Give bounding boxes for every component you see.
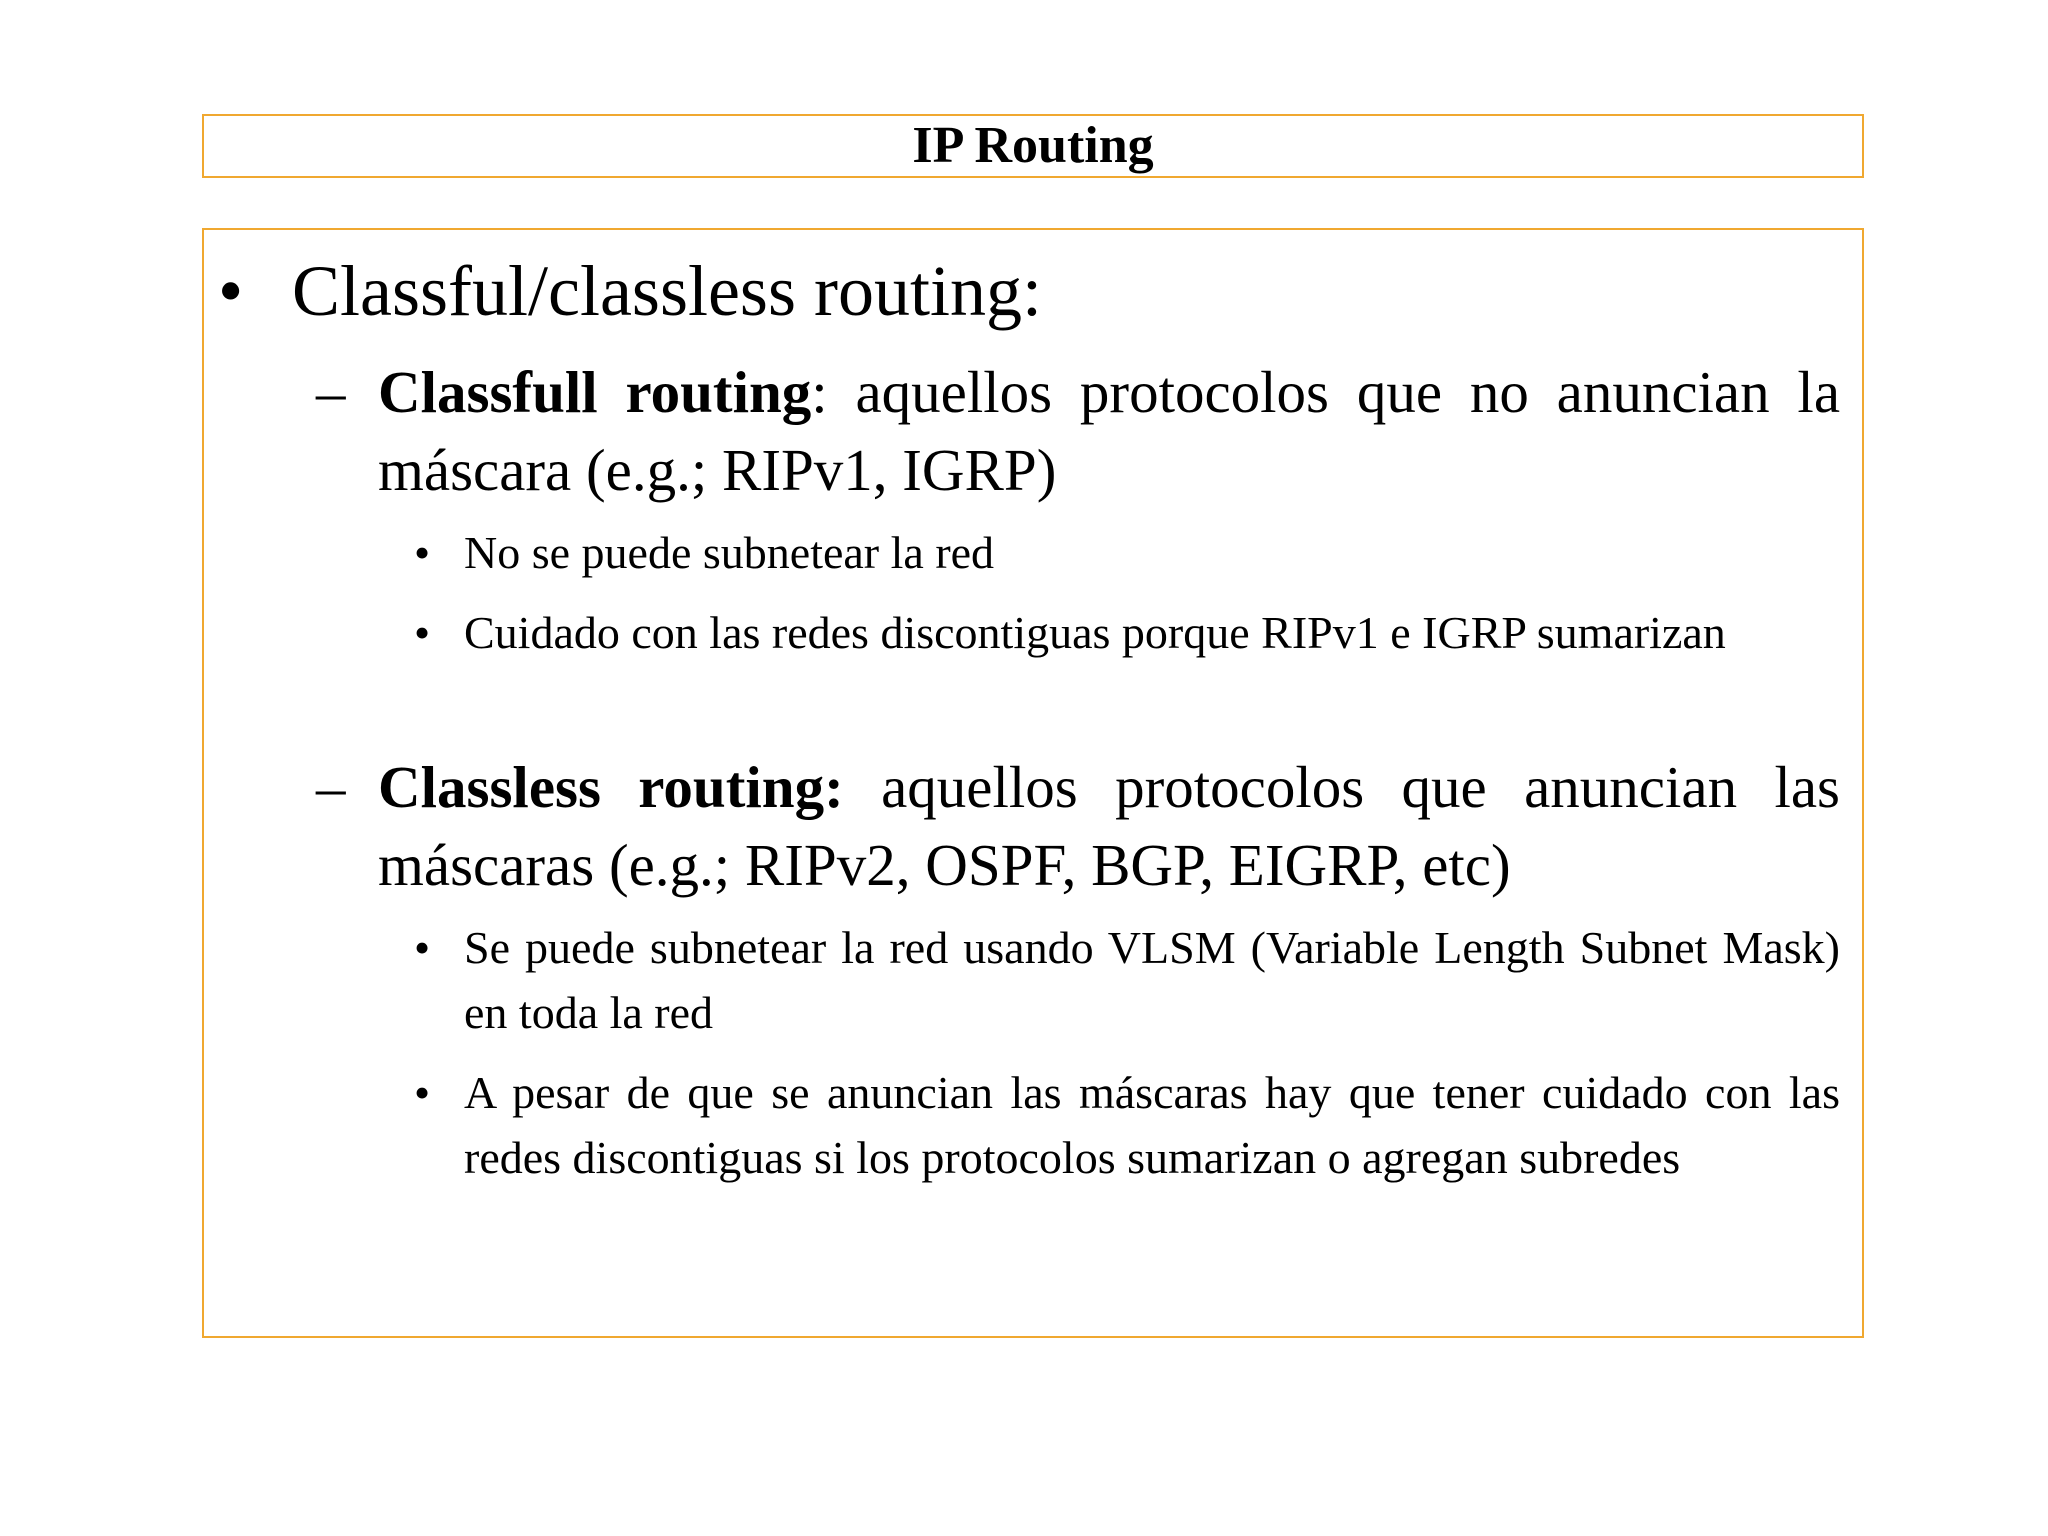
small-bullet-marker: • <box>414 607 431 658</box>
bullet-main <box>292 252 1832 330</box>
classfull-point <box>464 520 1840 585</box>
dash-marker: – <box>316 359 346 425</box>
bullet-main-text: Classful/classless routing: <box>292 251 1042 331</box>
classless-point-text: Se puede subnetear la red usando VLSM (Variable Length Subnet Mask) en toda la red <box>464 922 1840 1038</box>
classless-point <box>464 915 1840 1045</box>
slide-title: IP Routing <box>912 117 1154 174</box>
small-bullet-marker: • <box>414 1067 431 1118</box>
classfull-term: Classfull routing <box>378 359 812 425</box>
small-bullet-marker: • <box>414 527 431 578</box>
dash-marker: – <box>316 754 346 820</box>
classfull-point <box>464 600 1840 665</box>
classless-desc: aquellos protocolos que anuncian las máscaras (e.g.; RIPv2, OSPF, BGP, EIGRP, etc) <box>378 754 1840 898</box>
classless-term: Classless routing: <box>378 754 844 820</box>
classless-point <box>464 1060 1840 1190</box>
classless-item <box>378 748 1840 904</box>
classfull-point-text: No se puede subnetear la red <box>464 527 995 578</box>
slide-title-box <box>202 114 1864 178</box>
small-bullet-marker: • <box>414 922 431 973</box>
classless-point-text: A pesar de que se anuncian las máscaras hay que tener cuidado con las redes discontiguas si los protocolos sumarizan o agregan subredes <box>464 1067 1840 1183</box>
classfull-desc: : aquellos protocolos que no anuncian la máscara (e.g.; RIPv1, IGRP) <box>378 359 1841 503</box>
classfull-point-text: Cuidado con las redes discontiguas porque RIPv1 e IGRP sumarizan <box>464 607 1726 658</box>
classfull-item <box>378 353 1840 509</box>
bullet-marker: • <box>218 251 244 331</box>
